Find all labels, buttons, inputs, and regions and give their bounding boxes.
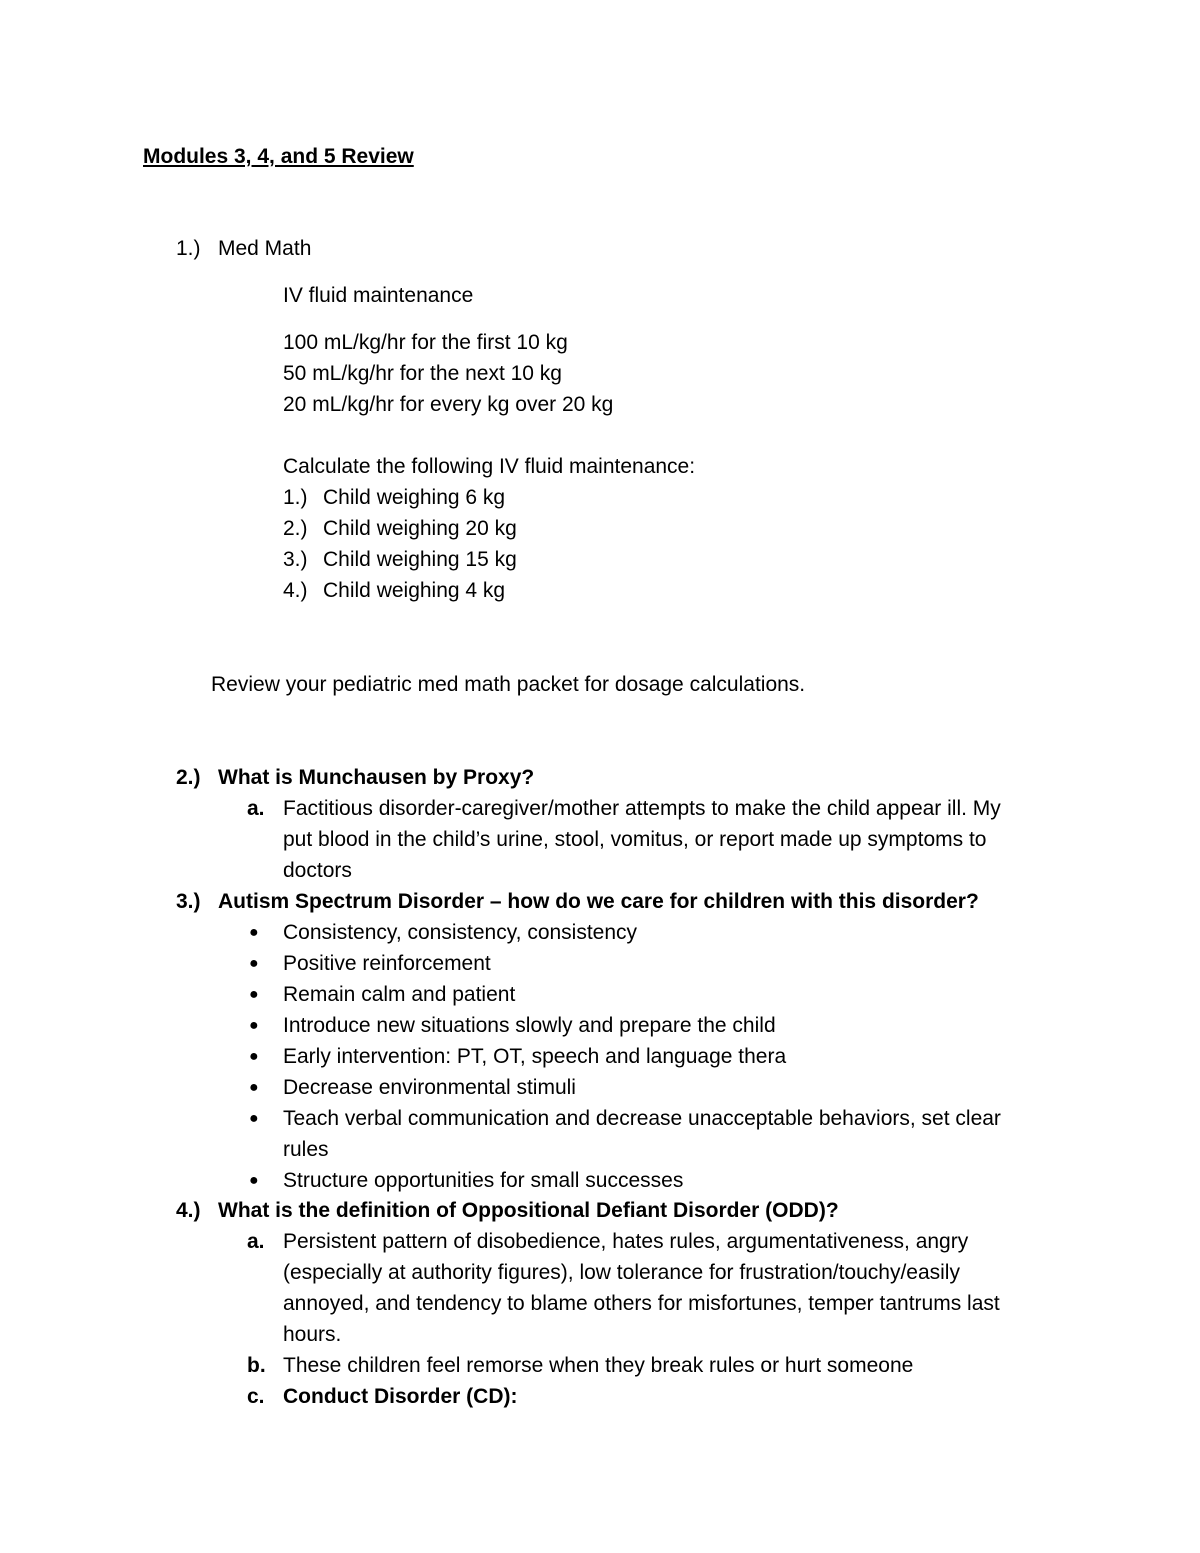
problem-text: Child weighing 20 kg [323, 517, 517, 540]
odd-definition-line: Persistent pattern of disobedience, hates rules, argumentativeness, angry [283, 1230, 969, 1253]
page-title: Modules 3, 4, and 5 Review [143, 145, 414, 168]
odd-definition-line: annoyed, and tendency to blame others for misfortunes, temper tantrums last [283, 1292, 1000, 1315]
section-1-heading: Med Math [218, 237, 312, 260]
odd-definition-line: hours. [283, 1323, 342, 1346]
problem-text: Child weighing 4 kg [323, 579, 506, 602]
bullet-icon: ● [249, 1079, 259, 1096]
bullet-icon: ● [249, 1172, 259, 1189]
autism-care-item: Teach verbal communication and decrease unacceptable behaviors, set clear [283, 1107, 1001, 1130]
autism-care-item: Structure opportunities for small successes [283, 1169, 684, 1192]
section-2-number: 2.) [176, 766, 201, 789]
item-marker: a. [247, 797, 265, 820]
autism-care-item: Introduce new situations slowly and prepare the child [283, 1014, 776, 1037]
munchausen-definition-line: put blood in the child’s urine, stool, vomitus, or report made up symptoms to [283, 828, 987, 851]
bullet-icon: ● [249, 924, 259, 941]
bullet-icon: ● [249, 1110, 259, 1127]
iv-fluid-subheading: IV fluid maintenance [283, 284, 474, 307]
problem-text: Child weighing 6 kg [323, 486, 506, 509]
problem-number: 2.) [283, 517, 308, 540]
odd-definition-line: (especially at authority figures), low tolerance for frustration/touchy/easily [283, 1261, 960, 1284]
section-2-heading: What is Munchausen by Proxy? [218, 766, 535, 789]
bullet-icon: ● [249, 1017, 259, 1034]
iv-rule: 20 mL/kg/hr for every kg over 20 kg [283, 393, 614, 416]
autism-care-item-continued: rules [283, 1138, 329, 1161]
autism-care-item: Decrease environmental stimuli [283, 1076, 576, 1099]
section-1-number: 1.) [176, 237, 201, 260]
section-4-number: 4.) [176, 1199, 201, 1222]
autism-care-item: Early intervention: PT, OT, speech and language thera [283, 1045, 787, 1068]
munchausen-definition-line: doctors [283, 859, 352, 882]
autism-care-item: Consistency, consistency, consistency [283, 921, 638, 944]
problem-text: Child weighing 15 kg [323, 548, 517, 571]
odd-remorse-line: These children feel remorse when they break rules or hurt someone [283, 1354, 914, 1377]
item-marker: c. [247, 1385, 265, 1408]
autism-care-item: Remain calm and patient [283, 983, 516, 1006]
section-3-heading: Autism Spectrum Disorder – how do we care for children with this disorder? [218, 890, 979, 913]
review-note: Review your pediatric med math packet for dosage calculations. [211, 673, 806, 696]
bullet-icon: ● [249, 1048, 259, 1065]
section-3-number: 3.) [176, 890, 201, 913]
section-4-heading: What is the definition of Oppositional Defiant Disorder (ODD)? [218, 1199, 839, 1222]
bullet-icon: ● [249, 955, 259, 972]
autism-care-item: Positive reinforcement [283, 952, 491, 975]
calculation-prompt: Calculate the following IV fluid maintenance: [283, 455, 696, 478]
item-marker: a. [247, 1230, 265, 1253]
problem-number: 3.) [283, 548, 308, 571]
item-marker: b. [247, 1354, 266, 1377]
bullet-icon: ● [249, 986, 259, 1003]
problem-number: 1.) [283, 486, 308, 509]
iv-rule: 100 mL/kg/hr for the first 10 kg [283, 331, 568, 354]
problem-number: 4.) [283, 579, 308, 602]
conduct-disorder-heading: Conduct Disorder (CD): [283, 1385, 518, 1408]
iv-rule: 50 mL/kg/hr for the next 10 kg [283, 362, 562, 385]
munchausen-definition-line: Factitious disorder-caregiver/mother attempts to make the child appear ill. My [283, 797, 1001, 820]
